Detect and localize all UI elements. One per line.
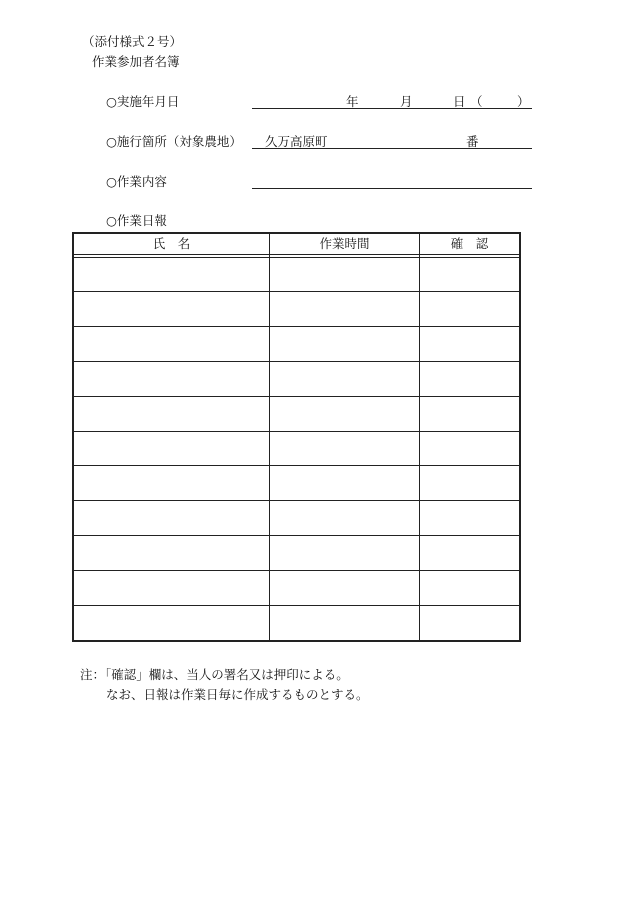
work-time-cell[interactable] xyxy=(270,535,419,570)
note-line-1: 注：「確認」欄は、当人の署名又は押印による。 xyxy=(80,667,349,682)
location-label: ○施行箇所（対象農地） xyxy=(106,134,242,149)
work-time-cell[interactable] xyxy=(270,396,419,431)
name-cell[interactable] xyxy=(74,256,269,291)
name-cell[interactable] xyxy=(74,535,269,570)
table-row xyxy=(74,570,519,605)
work-time-cell[interactable] xyxy=(270,361,419,396)
form-title: 作業参加者名簿 xyxy=(92,54,180,69)
confirm-cell[interactable] xyxy=(420,605,519,640)
work-time-cell[interactable] xyxy=(270,500,419,535)
table-row xyxy=(74,605,519,640)
row-divider xyxy=(74,291,519,292)
name-cell[interactable] xyxy=(74,605,269,640)
column-header-confirm: 確 認 xyxy=(450,236,489,251)
work-time-cell[interactable] xyxy=(270,605,419,640)
confirm-cell[interactable] xyxy=(420,500,519,535)
confirm-cell[interactable] xyxy=(420,361,519,396)
table-row xyxy=(74,500,519,535)
daily-report-label: ○作業日報 xyxy=(106,213,167,228)
work-time-cell[interactable] xyxy=(270,291,419,326)
confirm-cell[interactable] xyxy=(420,291,519,326)
work-time-cell[interactable] xyxy=(270,465,419,500)
date-day-label: 日 xyxy=(453,94,466,109)
content-label: ○作業内容 xyxy=(106,174,167,189)
column-header-work-time: 作業時間 xyxy=(319,236,370,251)
name-cell[interactable] xyxy=(74,396,269,431)
date-label: ○実施年月日 xyxy=(106,94,180,109)
date-paren-close: ） xyxy=(517,94,530,109)
form-number: （添付様式２号） xyxy=(82,34,183,49)
work-time-cell[interactable] xyxy=(270,326,419,361)
row-divider xyxy=(74,570,519,571)
name-cell[interactable] xyxy=(74,431,269,466)
location-value: 久万高原町 xyxy=(265,134,328,149)
work-time-cell[interactable] xyxy=(270,256,419,291)
name-cell[interactable] xyxy=(74,465,269,500)
table-row xyxy=(74,535,519,570)
confirm-cell[interactable] xyxy=(420,256,519,291)
row-divider xyxy=(74,396,519,397)
content-underline[interactable] xyxy=(252,188,532,189)
row-divider xyxy=(74,431,519,432)
date-paren-open: （ xyxy=(470,94,483,109)
location-ban-label: 番 xyxy=(466,134,479,149)
table-row xyxy=(74,326,519,361)
row-divider xyxy=(74,535,519,536)
table-row xyxy=(74,361,519,396)
confirm-cell[interactable] xyxy=(420,326,519,361)
name-cell[interactable] xyxy=(74,326,269,361)
row-divider xyxy=(74,465,519,466)
row-divider xyxy=(74,361,519,362)
participant-table xyxy=(72,232,521,642)
work-time-cell[interactable] xyxy=(270,431,419,466)
confirm-cell[interactable] xyxy=(420,570,519,605)
confirm-cell[interactable] xyxy=(420,535,519,570)
table-row xyxy=(74,291,519,326)
confirm-cell[interactable] xyxy=(420,431,519,466)
confirm-cell[interactable] xyxy=(420,465,519,500)
confirm-cell[interactable] xyxy=(420,396,519,431)
table-row xyxy=(74,465,519,500)
table-row xyxy=(74,396,519,431)
row-divider xyxy=(74,605,519,606)
note-line-2: なお、日報は作業日毎に作成するものとする。 xyxy=(106,687,369,702)
work-time-cell[interactable] xyxy=(270,570,419,605)
table-row xyxy=(74,431,519,466)
name-cell[interactable] xyxy=(74,291,269,326)
name-cell[interactable] xyxy=(74,570,269,605)
table-row xyxy=(74,256,519,291)
date-underline[interactable] xyxy=(252,108,532,109)
row-divider xyxy=(74,326,519,327)
date-month-label: 月 xyxy=(400,94,413,109)
date-year-label: 年 xyxy=(346,94,359,109)
name-cell[interactable] xyxy=(74,361,269,396)
name-cell[interactable] xyxy=(74,500,269,535)
row-divider xyxy=(74,500,519,501)
column-header-name: 氏 名 xyxy=(152,236,191,251)
